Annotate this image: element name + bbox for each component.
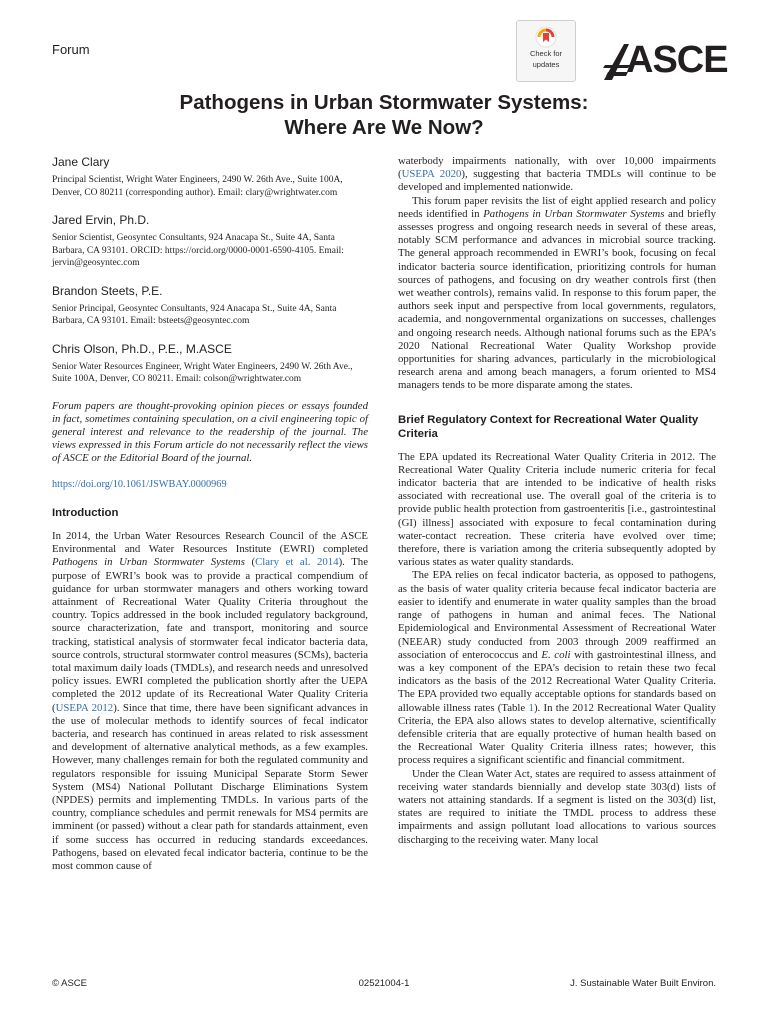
citation-link[interactable]: USEPA 2012 xyxy=(55,701,114,714)
author-affiliation: Senior Scientist, Geosyntec Consultants, 924 Anacapa St., Suite 4A, Santa Barbara, CA 93101. ORCID: https://orcid.org/0000-0001-6590-4105. Email: jervin@geosyntec.com xyxy=(52,233,344,268)
author-block xyxy=(52,284,368,328)
author-name: Jane Clary xyxy=(52,155,110,169)
author-affiliation: Principal Scientist, Wright Water Engineers, 2490 W. 26th Ave., Suite 100A, Denver, CO 80211 (corresponding author). Email: clary@wrightwater.com xyxy=(52,175,343,198)
organism-name: E. coli xyxy=(541,648,571,661)
text-run: waterbody impairments nationally, with over 10,000 impairments ( xyxy=(398,155,716,181)
bookmark-icon xyxy=(535,26,557,48)
title-line-1: Pathogens in Urban Stormwater Systems: xyxy=(179,91,589,114)
author-block xyxy=(52,342,368,386)
intro-paragraph xyxy=(52,530,368,873)
author-affiliation: Senior Principal, Geosyntec Consultants, 924 Anacapa St., Suite 4A, Santa Barbara, CA 93101. Email: bsteets@geosyntec.com xyxy=(52,303,337,326)
text-run: ). In the 2012 Recreational Water Quality Criteria, the EPA also allows states to develop alternative, scientifically defensible criteria that are equally protective of human health based on the Recreational Water Quality Criteria illness rates; however, this process requires a significant scientific and financial commitment. xyxy=(398,701,716,767)
text-run: The EPA relies on fecal indicator bacteria, as opposed to pathogens, as the basis of water quality criteria because fecal indicator bacteria are easier to identify and enumerate in water quality samples than the broad range of pathogens in human and animal feces. The National Epidemiological and Environmental Assessment of Recreational Water (NEEAR) study conducted from 2003 through 2009 reaffirmed an association of enterococcus and xyxy=(398,569,716,661)
continued-paragraph xyxy=(398,155,716,195)
check-for-updates-badge[interactable] xyxy=(516,20,576,82)
badge-line-1: Check for xyxy=(529,49,563,58)
author-block xyxy=(52,155,368,199)
book-title: Pathogens in Urban Stormwater Systems xyxy=(483,207,665,220)
section-heading-introduction: Introduction xyxy=(52,506,119,519)
text-run: with gastrointestinal illness, and was a key component of the EPA’s decision to retain these two fecal indicators as the basis of the 2012 Recreational Water Quality Criteria. The EPA provided two equally acceptable options for standards based on allowable illness rates (Table xyxy=(398,648,716,714)
footer-copyright: © ASCE xyxy=(52,978,87,989)
text-run: ( xyxy=(244,556,256,569)
clean-water-act-paragraph: Under the Clean Water Act, states are required to assess attainment of receiving water standards biennially and develop state 303(d) lists of waters not attaining standards. If a segment is listed on the 303(d) list, states are required to initiate the TMDL process to address these impairments and assign pollutant load allocations to various sources discharging to the receiving water. Many local xyxy=(398,767,716,846)
citation-link[interactable]: Clary et al. 2014 xyxy=(255,556,339,569)
text-run: ), suggesting that bacteria TMDLs will continue to be developed and implemented nationwide. xyxy=(398,168,717,194)
author-affiliation: Senior Water Resources Engineer, Wright Water Engineers, 2490 W. 26th Ave., Suite 100A, Denver, CO 80211. Email: colson@wrightwater.com xyxy=(52,361,353,384)
section-label: Forum xyxy=(52,42,90,57)
footer-journal: J. Sustainable Water Built Environ. xyxy=(570,978,716,989)
author-name: Chris Olson, Ph.D., P.E., M.ASCE xyxy=(52,341,232,356)
doi-link[interactable]: https://doi.org/10.1061/JSWBAY.0000969 xyxy=(52,478,227,490)
section-heading-regulatory-context: Brief Regulatory Context for Recreational Water Quality Criteria xyxy=(398,413,699,440)
right-column xyxy=(398,155,716,847)
regulatory-paragraph: The EPA updated its Recreational Water Quality Criteria in 2012. The Recreational Water Quality Criteria include numeric criteria for fecal indicator bacteria that are intended to be indicative of health risks associated with recreational use. The overall goal of the criteria is to provide public health protection from gastroenteritis [i.e., gastrointestinal (GI) illness] associated with exposure to fecal contamination during water-contact recreation. These criteria have evolved over time; therefore, there is variation among the criteria subsequently adopted by various states as water quality standards. xyxy=(398,450,716,569)
indicator-bacteria-paragraph xyxy=(398,569,716,767)
footer-page-id: 02521004-1 xyxy=(358,978,410,989)
book-title: Pathogens in Urban Stormwater Systems xyxy=(52,556,245,569)
text-run: ). The purpose of EWRI’s book was to provide a practical compendium of guidance for urban stormwater managers and others working toward attainment of Recreational Water Quality Criteria throughout the country. Topics addressed in the book included regulatory background, source characterization, fate and transport, monitoring and source tracking, statistical analysis of stormwater fecal indicator bacteria data, source controls, structural stormwater control measures (SCMs), bacteria total maximum daily loads (TMDLs), and research needs and unresolved policy issues. EWRI completed the publication shortly after the UEPA completed the 2012 update of its Recreational Water Quality Criteria ( xyxy=(52,556,368,714)
text-run: and briefly assesses progress and ongoing research needs in several of these areas, notably SCM performance and advances in microbial source tracking. The general approach recommended in EWRI’s book, focusing on fecal indicator bacteria source identification, prioritizing controls for human sources of pathogens, and focusing on dry weather controls first (then wet weather controls), remains valid. In response to this forum paper, the authors seek input and perspective from local governments, regulators, academia, and nongovernmental organizations on successes, challenges and ongoing research needs. Although national forums such as the EPA’s 2020 National Recreational Water Quality Workshop provide opportunities for sharing advances, particularly in the microbiological research arena and among beach managers, a forum oriented to MS4 managers tends to be more disparate among the states. xyxy=(398,207,716,392)
author-name: Jared Ervin, Ph.D. xyxy=(52,213,150,227)
asce-logo xyxy=(612,39,728,82)
table-reference-link[interactable]: 1 xyxy=(528,701,534,714)
left-column xyxy=(52,155,368,873)
title-line-2: Where Are We Now? xyxy=(284,116,484,139)
forum-note: Forum papers are thought-provoking opinion pieces or essays founded in fact, sometimes containing speculation, on a civil engineering topic of general interest and relevance to the readership of the journal. The views expressed in this Forum article do not necessarily reflect the views of ASCE or the Editorial Board of the journal. xyxy=(52,399,368,464)
forum-purpose-paragraph xyxy=(398,195,716,393)
text-run: In 2014, the Urban Water Resources Research Council of the ASCE Environmental and Water Resources Institute (EWRI) completed xyxy=(52,529,368,556)
author-block xyxy=(52,213,368,270)
text-run: This forum paper revisits the list of eight applied research and policy needs identified in xyxy=(398,194,716,220)
badge-line-2: updates xyxy=(532,59,560,69)
text-run: ). Since that time, there have been significant advances in the use of molecular methods to identify sources of fecal indicator bacteria, and research has continued in areas related to risk assessment and development of alternative analytical methods, as a few examples. However, many challenges remain for both the regulated community and regulators responsible for issuing Municipal Separate Storm Sewer System (MS4) National Pollutant Discharge Eliminations System (NPDES) permits and implementing TMDLs. In various parts of the country, compliance schedules and permit renewals for MS4 permits are imminent (or passed) without a clear path for standards attainment, even if some success has occurred in reducing standards exceedances. Pathogens, based on elevated fecal indicator bacteria, continue to be the most common cause of xyxy=(52,701,368,873)
citation-link[interactable]: USEPA 2020 xyxy=(401,168,462,181)
article-title xyxy=(52,90,716,140)
author-name: Brandon Steets, P.E. xyxy=(52,283,163,298)
asce-logo-text: ASCE xyxy=(626,39,728,81)
